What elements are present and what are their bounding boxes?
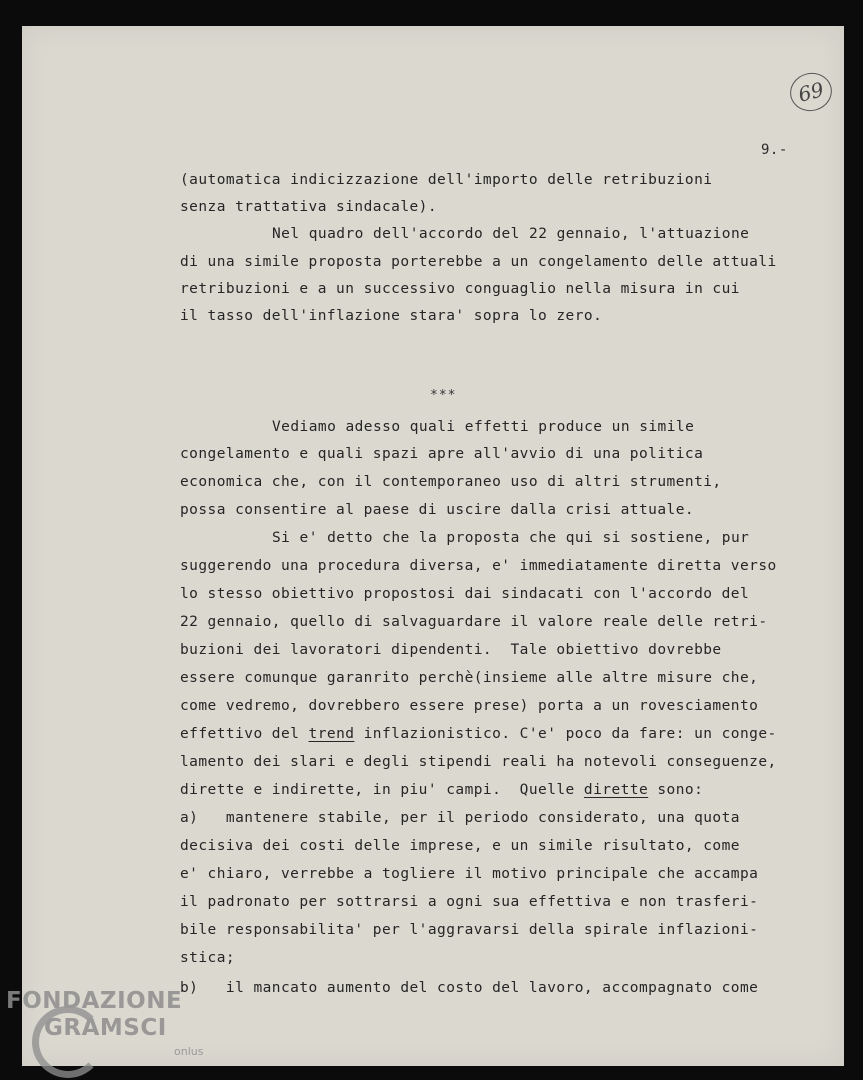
text-line: bile responsabilita' per l'aggravarsi della spirale inflazioni-: [180, 922, 759, 938]
text-line: retribuzioni e a un successivo conguaglio nella misura in cui: [180, 281, 740, 297]
text-line: di una simile proposta porterebbe a un congelamento delle attuali: [180, 254, 777, 270]
watermark-line3: onlus: [174, 1045, 204, 1058]
text-line: suggerendo una procedura diversa, e' immediatamente diretta verso: [180, 558, 777, 574]
text-line: 22 gennaio, quello di salvaguardare il valore reale delle retri-: [180, 614, 768, 630]
text-line: il tasso dell'inflazione stara' sopra lo zero.: [180, 308, 603, 324]
underlined-word: dirette: [583, 782, 649, 798]
text-line: congelamento e quali spazi apre all'avvio di una politica: [180, 446, 704, 462]
page-number: 9.-: [761, 142, 788, 158]
text-segment: effettivo del: [180, 726, 309, 742]
text-line: e' chiaro, verrebbe a togliere il motivo principale che accampa: [180, 866, 759, 882]
text-line: (automatica indicizzazione dell'importo delle retribuzioni: [180, 172, 713, 188]
text-line: economica che, con il contemporaneo uso di altri strumenti,: [180, 474, 722, 490]
text-line: senza trattativa sindacale).: [180, 199, 438, 215]
text-line: come vedremo, dovrebbero essere prese) porta a un rovesciamento: [180, 698, 759, 714]
text-line: essere comunque garanrito perchè(insieme alle altre misure che,: [180, 670, 759, 686]
text-line: stica;: [180, 950, 236, 966]
text-segment: dirette e indirette, in piu' campi. Quelle: [180, 782, 584, 798]
text-line: lo stesso obiettivo propostosi dai sindacati con l'accordo del: [180, 586, 750, 602]
text-line: Si e' detto che la proposta che qui si sostiene, pur: [272, 530, 750, 546]
text-line: lamento dei slari e degli stipendi reali ha notevoli conseguenze,: [180, 754, 777, 770]
watermark-line1: FONDAZIONE: [6, 988, 183, 1014]
text-segment: inflazionistico. C'e' poco da fare: un conge-: [354, 726, 777, 742]
text-line: Nel quadro dell'accordo del 22 gennaio, l'attuazione: [272, 226, 750, 242]
text-line: [180, 724, 777, 744]
underlined-word: trend: [308, 726, 355, 742]
watermark-line2: GRAMSCI: [44, 1015, 167, 1041]
text-line: a) mantenere stabile, per il periodo considerato, una quota: [180, 810, 740, 826]
text-line: Vediamo adesso quali effetti produce un simile: [272, 419, 695, 435]
text-line: buzioni dei lavoratori dipendenti. Tale obiettivo dovrebbe: [180, 642, 722, 658]
text-line: possa consentire al paese di uscire dalla crisi attuale.: [180, 502, 695, 518]
document-page: [22, 26, 844, 1066]
text-line: il padronato per sottrarsi a ogni sua effettiva e non trasferi-: [180, 894, 759, 910]
text-line: decisiva dei costi delle imprese, e un simile risultato, come: [180, 838, 740, 854]
text-line: b) il mancato aumento del costo del lavoro, accompagnato come: [180, 980, 759, 996]
section-separator: ***: [430, 388, 457, 403]
text-segment: sono:: [648, 782, 704, 798]
text-line: [180, 780, 703, 800]
folio-stamp: 69: [786, 68, 836, 115]
